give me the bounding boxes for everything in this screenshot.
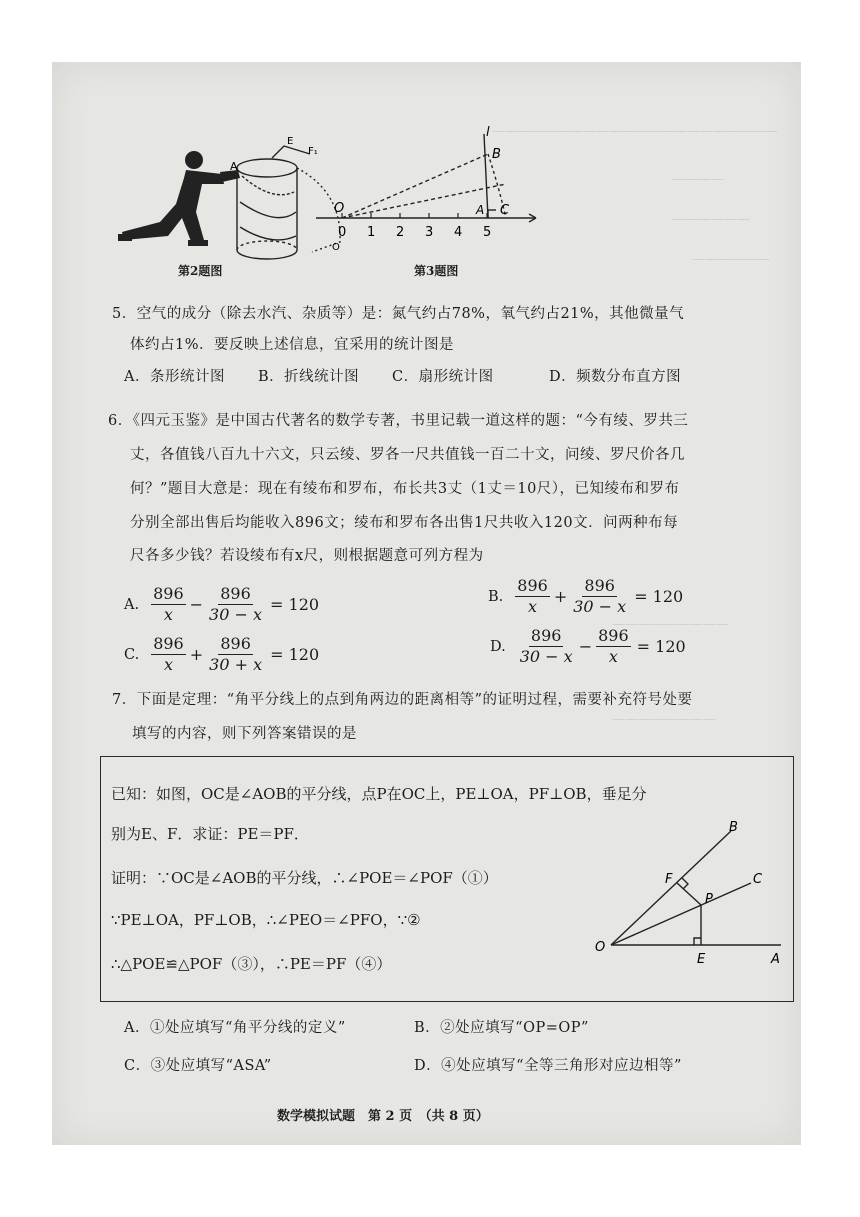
option-label: B. [488,588,504,605]
numerator: 896 [584,576,615,595]
exam-sheet [52,62,801,1145]
figure-3-caption: 第3题图 [414,264,459,278]
numerator: 896 [530,626,562,645]
q6-text-line2: 丈，各值钱八百九十六文，只云绫、罗各一尺共值钱一百二十文，问绫、罗尺价各几 [130,447,685,463]
axis-tick-label: 2 [396,225,405,240]
point-label: E [697,952,706,967]
q6-text-line4: 分别全部出售后均能收入896文；绫布和罗布各出售1尺共收入120文．问两种布每 [130,515,679,531]
denominator: 30 + x [209,655,263,674]
point-label: C [500,203,510,218]
proof-line-3: 证明：∵OC是∠AOB的平分线，∴∠POE＝∠POF（①） [111,869,498,887]
bleed-through-text: ———————— [612,712,716,727]
option-label: C. [124,646,140,663]
point-label: A [771,952,780,967]
point-label: F [665,872,673,887]
q5-option-b: B．折线统计图 [258,369,360,385]
axis-tick-label: 5 [483,225,492,240]
svg-text:F₁: F₁ [308,146,318,157]
proof-line-4: ∵PE⊥OA，PF⊥OB，∴∠PEO＝∠PFO，∵② [111,911,421,929]
point-label: O [334,201,345,216]
bleed-through-text: —————— [672,212,750,227]
q6-text-line5: 尺各多少钱？若设绫布有x尺，则根据题意可列方程为 [130,548,484,564]
denominator: 30 − x [573,597,627,616]
q5-text-line1: 5．空气的成分（除去水汽、杂质等）是：氮气约占78%，氧气约占21%，其他微量气 [112,306,685,322]
q7-option-c: C．③处应填写“ASA” [124,1058,272,1074]
q6-text-line3: 何？”题目大意是：现在有绫布和罗布，布长共3丈（1丈＝10尺），已知绫布和罗布 [130,481,680,497]
denominator: x [528,597,538,616]
proof-line-2: 别为E、F．求证：PE＝PF． [111,825,309,843]
q7-option-b: B．②处应填写“OP=OP” [414,1020,589,1036]
q7-option-d: D．④处应填写“全等三角形对应边相等” [414,1058,682,1074]
option-label: D. [490,638,506,655]
point-label: C [753,872,763,887]
denominator: x [163,655,173,674]
numerator: 896 [517,576,548,595]
q6-option-d [490,626,686,667]
q5-option-d: D．频数分布直方图 [549,369,682,385]
bleed-through-text: —————————————————————— [492,124,778,139]
operator: − [578,637,593,656]
numerator: 896 [598,626,629,645]
angle-bisector-figure [581,817,791,967]
point-label: B [492,147,501,162]
point-label: B [729,820,738,835]
q6-option-a [124,584,319,625]
q6-option-b [488,576,683,617]
rhs: = 120 [270,595,320,614]
point-label: O [595,940,606,955]
proof-line-1: 已知：如图，OC是∠AOB的平分线，点P在OC上，PE⊥OA，PF⊥OB，垂足分 [111,785,647,803]
axis-tick-label: 0 [338,225,347,240]
operator: + [189,645,204,664]
rhs: = 120 [636,637,686,656]
figure-3-numberline [312,124,552,254]
denominator: 30 − x [519,647,573,666]
svg-text:O: O [332,242,340,253]
numerator: 896 [153,634,184,653]
axis-tick-label: 3 [425,225,434,240]
q6-text-line1: 6．《四元玉鉴》是中国古代著名的数学专著，书里记载一道这样的题：“今有绫、罗共三 [108,413,689,429]
q5-option-a: A．条形统计图 [124,369,225,385]
rhs: = 120 [270,645,320,664]
proof-line-5: ∴△POE≌△POF（③），∴PE＝PF（④） [111,955,392,973]
page-footer: 数学模拟试题 第 2 页 （共 8 页） [277,1109,489,1124]
denominator: x [163,605,173,624]
numerator: 896 [153,584,184,603]
numerator: 896 [220,584,251,603]
axis-tick-label: 4 [454,225,463,240]
point-label: l [486,125,490,140]
q5-text-line2: 体约占1%．要反映上述信息，宜采用的统计图是 [130,337,455,353]
q7-text-line2: 填写的内容，则下列答案错误的是 [132,726,357,742]
point-label: A [476,203,485,217]
q6-option-c [124,634,319,675]
option-label: A. [124,596,140,613]
point-label: P [705,892,713,907]
numerator: 896 [220,634,251,653]
figure-2-caption: 第2题图 [178,264,223,278]
bleed-through-text: —————— [692,252,770,267]
svg-text:E: E [287,136,294,147]
bleed-through-text: ————————— [612,617,729,632]
bleed-through-text: ———— [672,172,724,187]
denominator: x [608,647,618,666]
svg-text:A: A [230,160,238,173]
denominator: 30 − x [209,605,263,624]
operator: − [189,595,204,614]
q7-option-a: A．①处应填写“角平分线的定义” [124,1020,346,1036]
q7-text-line1: 7．下面是定理：“角平分线上的点到角两边的距离相等”的证明过程，需要补充符号处要 [112,692,693,708]
proof-box [100,756,794,1002]
axis-tick-label: 1 [367,225,376,240]
rhs: = 120 [634,587,684,606]
operator: + [553,587,568,606]
q5-option-c: C．扇形统计图 [392,369,494,385]
